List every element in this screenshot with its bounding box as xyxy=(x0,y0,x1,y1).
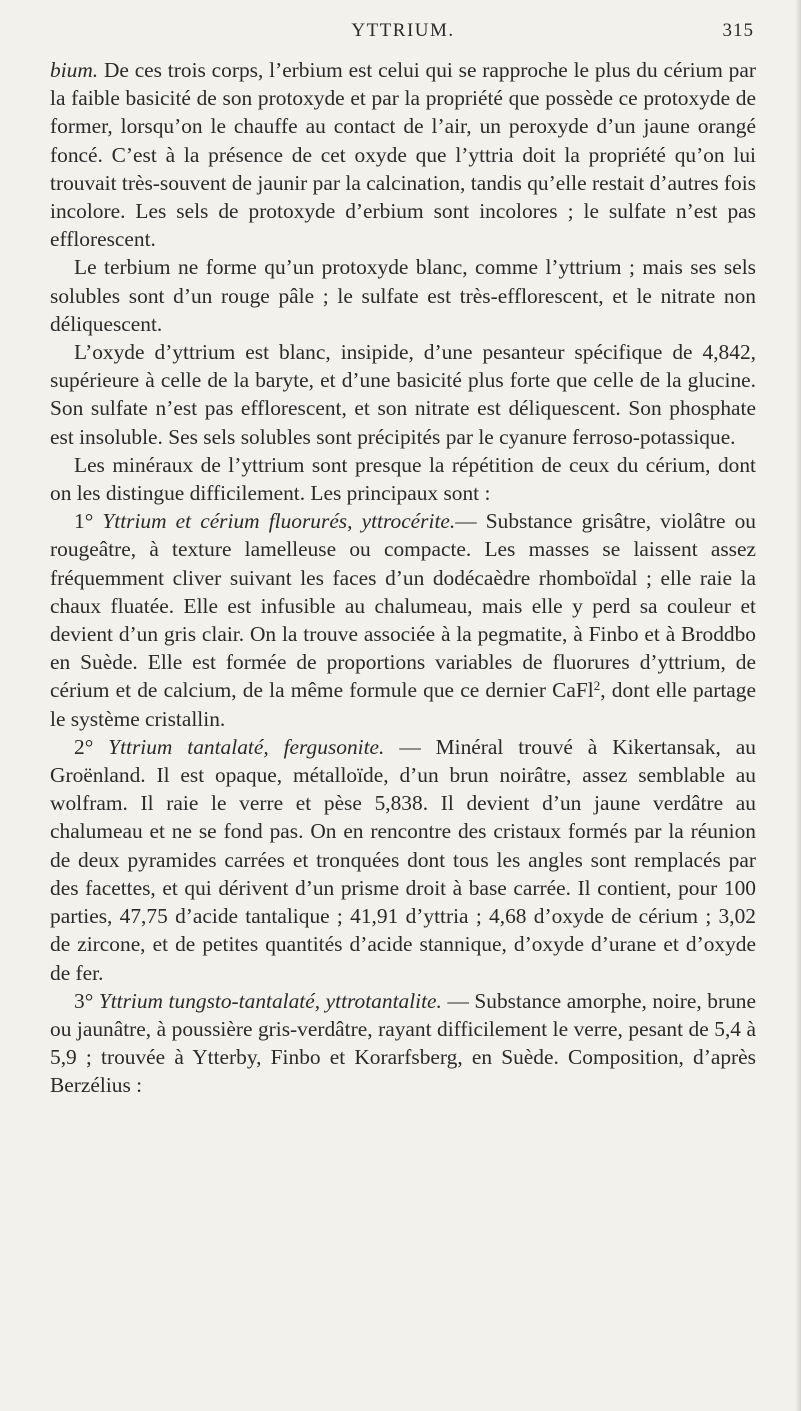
paragraph-text-continued: , dont elle partage le système cristallin. xyxy=(50,678,756,731)
item-number: 2° xyxy=(74,734,94,759)
body-text xyxy=(50,56,756,1100)
paragraph-text: Les minéraux de l’yttrium sont presque la répétition de ceux du cérium, dont on les distingue difficilement. Les principaux sont : xyxy=(50,452,756,506)
paragraph-text: L’oxyde d’yttrium est blanc, insipide, d’une pesanteur spécifique de 4,842, supérieure à celle de la baryte, et d’une basicité plus forte que celle de la glucine. Son sulfate n’est pas efflorescent, et son nitrate est déliquescent. Son phosphate est insoluble. Ses sels solubles sont précipités par le cyanure ferroso-potassique. xyxy=(50,340,756,449)
paragraph xyxy=(50,338,756,451)
list-item xyxy=(50,987,756,1100)
paragraph xyxy=(50,451,756,507)
paragraph-text: De ces trois corps, l’erbium est celui qui se rapproche le plus du cérium par la faible basicité de son protoxyde et par la propriété que possède ce protoxyde de former, lorsqu’on le chauffe au contact de l’air, un peroxyde d’un jaune orangé foncé. C’est à la présence de cet oxyde que l’yttria doit la propriété qu’on lui trouvait très-souvent de jaunir par la calcination, tandis qu’elle restait d’autres fois incolore. Les sels de protoxyde d’erbium sont incolores ; le sulfate n’est pas efflorescent. xyxy=(50,58,756,252)
item-number: 1° xyxy=(74,509,94,534)
paragraph xyxy=(50,253,756,338)
mineral-name: Yttrium et cérium fluorurés, yttrocérite. xyxy=(102,509,456,534)
list-item xyxy=(50,733,756,987)
paragraph-text: — Substance grisâtre, violâtre ou rougeâtre, à texture lamelleuse ou compacte. Les masses se laissent assez fréquemment cliver suivant les faces d’un dodécaèdre rhomboïdal ; elle raie la chaux fluatée. Elle est infusible au chalumeau, mais elle y perd sa couleur et devient d’un gris clair. On la trouve associée à la pegmatite, à Finbo et à Broddbo en Suède. Elle est formée de proportions variables de fluorures d’yttrium, de cérium et de calcium, de la même formule que ce dernier CaFl xyxy=(50,509,756,703)
paragraph-lead: bium. xyxy=(50,58,99,82)
running-title: YTTRIUM. xyxy=(351,20,455,41)
paragraph xyxy=(50,56,756,253)
mineral-name: Yttrium tantalaté, fergusonite. xyxy=(108,734,385,759)
paragraph-text: — Minéral trouvé à Kikertansak, au Groënland. Il est opaque, métalloïde, d’un brun noirâtre, assez semblable au wolfram. Il raie le verre et pèse 5,838. Il devient d’un jaune verdâtre au chalumeau et ne se fond pas. On en rencontre des cristaux formés par la réunion de deux pyramides carrées et tronquées dont tous les angles sont remplacés par des facettes, et qui dérivent d’un prisme droit à base carrée. Il contient, pour 100 parties, 47,75 d’acide tantalique ; 41,91 d’yttria ; 4,68 d’oxyde de cérium ; 3,02 de zircone, et de petites quantités d’acide stannique, d’oxyde d’urane et d’oxyde de fer. xyxy=(50,734,756,985)
page-number: 315 xyxy=(722,20,754,41)
paragraph-text: Le terbium ne forme qu’un protoxyde blanc, comme l’yttrium ; mais ses sels solubles sont d’un rouge pâle ; le sulfate est très-efflorescent, et le nitrate non déliquescent. xyxy=(50,255,756,336)
mineral-name: Yttrium tungsto-tantalaté, yttrotantalite. xyxy=(98,988,442,1013)
paragraph-text: — Substance amorphe, noire, brune ou jaunâtre, à poussière gris-verdâtre, rayant difficilement le verre, pesant de 5,4 à 5,9 ; trouvée à Ytterby, Finbo et Korarfsberg, en Suède. Composition, d’après Berzélius : xyxy=(50,988,756,1098)
running-header xyxy=(50,18,756,46)
page-edge-shadow xyxy=(795,0,801,1411)
superscript: 2 xyxy=(593,678,601,694)
item-number: 3° xyxy=(74,988,94,1013)
list-item xyxy=(50,507,756,733)
